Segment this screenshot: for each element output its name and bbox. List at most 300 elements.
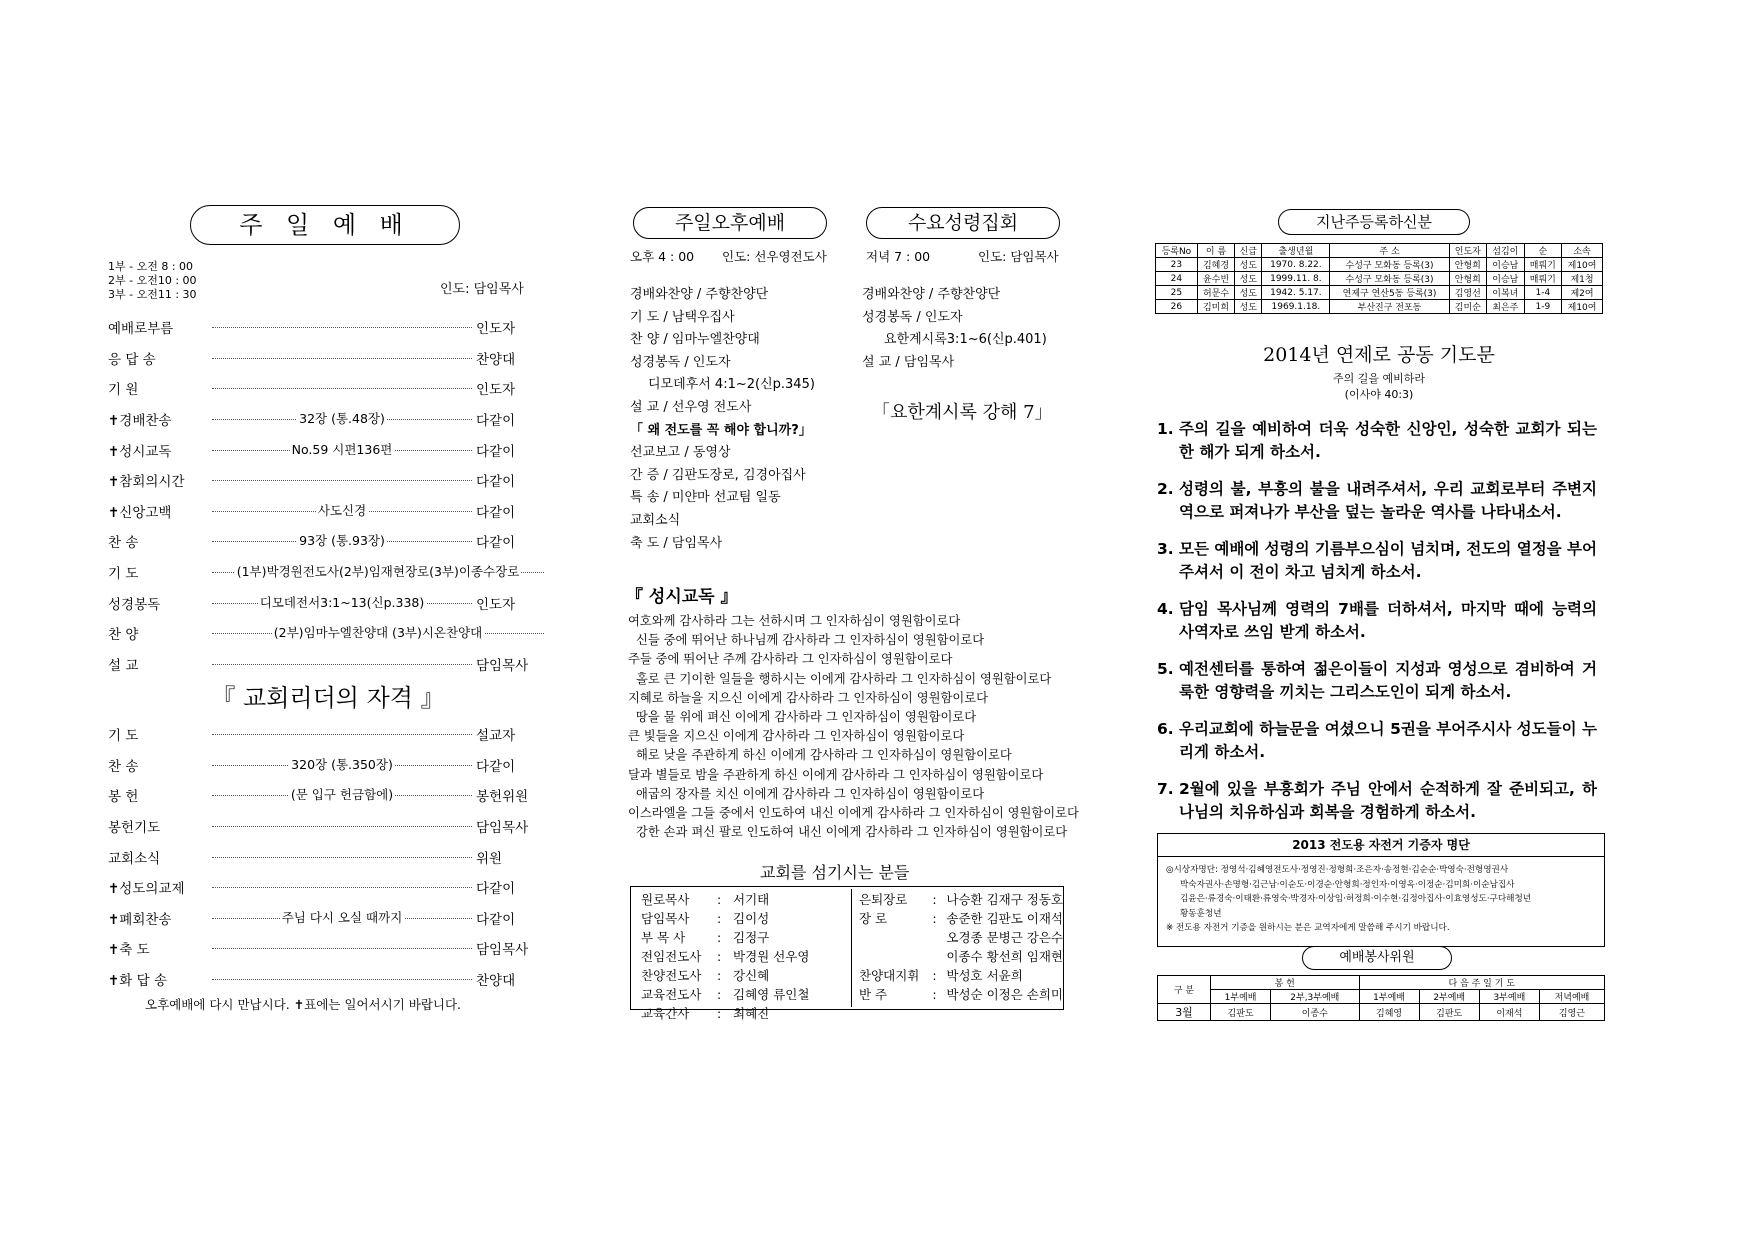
- order-item: [108, 872, 548, 903]
- order-item: [108, 526, 548, 557]
- registrants-row: [1156, 258, 1603, 272]
- litany-line: 지혜로 하늘을 지으신 이에게 감사하라 그 인자하심이 영원함이로다: [628, 690, 988, 705]
- order-item: [108, 964, 548, 995]
- sunday-leader: 인도: 담임목사: [440, 282, 524, 297]
- staff-sep: :: [932, 987, 937, 1002]
- staff-sep: :: [717, 911, 722, 926]
- bicycle-line: 박숙자권사·손명형·김근남·이순도·이경순·안형희·정인자·이영옥·이정순·김미희·이순남집사: [1180, 879, 1515, 890]
- service-value: 김판도: [1211, 1004, 1271, 1021]
- staff-row: [641, 890, 809, 909]
- service-value: 이재석: [1479, 1004, 1539, 1021]
- litany-line: 이스라엘을 그들 중에서 인도하여 내신 이에게 감사하라 그 인자하심이 영원함이로다: [628, 805, 1079, 820]
- staff-names: 나승환 김재구 정동호: [946, 892, 1063, 907]
- registrants-cell: 성도: [1235, 272, 1262, 286]
- leader-dots: [212, 502, 472, 518]
- service-h2: 3부예배: [1479, 990, 1539, 1004]
- litany-title: 『 성시교독 』: [626, 587, 738, 607]
- order-person: 다같이: [476, 504, 516, 521]
- order-person: 위원: [476, 850, 503, 867]
- registrants-cell: 제1청: [1562, 272, 1603, 286]
- service-h2: 저녁예배: [1539, 990, 1604, 1004]
- order-item: [108, 434, 548, 465]
- order-label: 성경봉독: [108, 596, 161, 613]
- registrants-header-cell: 출생년월: [1262, 244, 1330, 258]
- prayer-item: [1157, 538, 1597, 584]
- leader-dots: [212, 756, 472, 772]
- order-detail: 93장 (통.93장): [299, 533, 385, 549]
- service-value: 이종수: [1271, 1004, 1359, 1021]
- staff-title: 교회를 섬기시는 분들: [760, 863, 910, 882]
- registrants-cell: 김혜경: [1197, 258, 1235, 272]
- registrants-cell: 1942. 5.17.: [1262, 286, 1330, 300]
- staff-sep: [932, 947, 946, 966]
- order-item: [108, 780, 548, 811]
- time-2: 2부 - 오전10 : 00: [108, 274, 197, 287]
- leader-dots: [212, 564, 544, 580]
- afternoon-row: 교회소식: [630, 512, 681, 528]
- wednesday-leader: 인도: 담임목사: [978, 249, 1059, 264]
- prayer-ref: (이사야 40:3): [1344, 388, 1414, 401]
- registrants-header: [1156, 244, 1603, 258]
- sunday-times: [108, 260, 197, 302]
- service-value: 김혜영: [1359, 1004, 1419, 1021]
- registrants-cell: 연제구 연산5동 등록(3): [1330, 286, 1449, 300]
- staff-role: 장 로: [859, 911, 888, 926]
- staff-role: 찬양대지휘: [859, 968, 920, 983]
- wednesday-row: 경배와찬양 / 주향찬양단: [862, 287, 1001, 302]
- litany-line: 달과 별들로 밤을 주관하게 하신 이에게 감사하라 그 인자하심이 영원함이로다: [628, 767, 1044, 782]
- service-month: 3월: [1158, 1004, 1211, 1021]
- leader-dots: [212, 856, 472, 858]
- staff-sep: :: [717, 930, 722, 945]
- order-label: ✝화 답 송: [108, 973, 168, 990]
- registrants-cell: 1970. 8.22.: [1262, 258, 1330, 272]
- wednesday-row: 성경봉독 / 인도자: [862, 309, 963, 325]
- order-item: [108, 719, 548, 750]
- wednesday-time: 저녁 7 : 00: [866, 249, 931, 264]
- prayer-number: 2.: [1157, 480, 1174, 498]
- leader-dots: [212, 947, 472, 949]
- prayer-number: 3.: [1157, 540, 1174, 558]
- prayer-text: 주의 길을 예비하여 더욱 성숙한 신앙인, 성숙한 교회가 되는 한 해가 되게 하소서.: [1179, 420, 1597, 461]
- prayer-text: 우리교회에 하늘문을 여셨으니 5권을 부어주시사 성도들이 누리게 하소서.: [1179, 720, 1597, 761]
- order-item: [108, 811, 548, 842]
- afternoon-row: 설 교 / 선우영 전도사: [630, 399, 752, 415]
- registrants-cell: 26: [1156, 300, 1198, 314]
- staff-row: [859, 928, 1063, 947]
- time-1: 1부 - 오전 8 : 00: [108, 260, 194, 273]
- leader-dots: [212, 387, 472, 389]
- order-label: 찬 송: [108, 758, 139, 775]
- staff-sep: :: [717, 949, 722, 964]
- order-detail: (2부)임마누엘찬양대 (3부)시온찬양대: [273, 625, 483, 641]
- wednesday-row: 설 교 / 담임목사: [862, 354, 955, 370]
- staff-sep: :: [932, 911, 937, 926]
- registrants-cell: 부산진구 전포동: [1330, 300, 1449, 314]
- order-person: 인도자: [476, 382, 516, 399]
- prayer-text: 예전센터를 통하여 젊은이들이 지성과 영성으로 겸비하여 거룩한 영향력을 끼치는 그리스도인이 되게 하소서.: [1179, 660, 1597, 701]
- registrants-cell: 24: [1156, 272, 1198, 286]
- prayer-list: [1157, 418, 1597, 838]
- staff-role: 찬양전도사: [641, 968, 702, 983]
- registrants-cell: 매뤄기: [1524, 272, 1562, 286]
- afternoon-row: 성경봉독 / 인도자: [630, 354, 731, 370]
- staff-names: 박성순 이정은 손희미: [946, 987, 1063, 1002]
- leader-dots: [212, 733, 472, 735]
- sunday-order: [108, 312, 548, 679]
- staff-row: [859, 966, 1063, 985]
- order-person: 다같이: [476, 758, 516, 775]
- prayer-number: 6.: [1157, 720, 1174, 738]
- registrants-cell: 최은주: [1487, 300, 1525, 314]
- litany-line: 땅을 물 위에 펴신 이에게 감사하라 그 인자하심이 영원함이로다: [636, 709, 977, 724]
- leader-dots: [212, 326, 472, 328]
- leader-dots: [212, 625, 544, 641]
- prayer-item: [1157, 658, 1597, 704]
- staff-box: [630, 886, 1064, 1021]
- staff-row: [641, 1004, 809, 1023]
- leader-dots: [212, 978, 472, 980]
- litany-line: 여호와께 감사하라 그는 선하시며 그 인자하심이 영원함이로다: [628, 614, 961, 628]
- litany-line: 신들 중에 뛰어난 하나님께 감사하라 그 인자하심이 영원함이로다: [636, 633, 985, 648]
- registrants-table: [1155, 243, 1603, 314]
- staff-names: 서기태: [733, 892, 770, 907]
- afternoon-row: 선교보고 / 동영상: [630, 445, 731, 461]
- order-person: 다같이: [476, 443, 516, 460]
- registrants-cell: 윤수빈: [1197, 272, 1235, 286]
- order-detail: 디모데전서3:1~13(신p.338): [259, 594, 425, 610]
- wednesday-title: 수요성령집회: [866, 207, 1060, 239]
- order-label: 기 원: [108, 382, 139, 399]
- service-h2: 1부예배: [1211, 990, 1271, 1004]
- wednesday-sermon: 「요한계시록 강해 7」: [872, 402, 1053, 423]
- service-title: 예배봉사위원: [1302, 946, 1452, 970]
- leader-dots: [212, 909, 472, 925]
- registrants-cell: 김미희: [1197, 300, 1235, 314]
- service-table: [1157, 975, 1605, 1021]
- order-label: 응 답 송: [108, 351, 156, 368]
- afternoon-row: 기 도 / 남택우집사: [630, 309, 735, 325]
- staff-right: [859, 890, 1063, 1004]
- service-h-prayer: 다 음 주 일 기 도: [1359, 976, 1604, 990]
- staff-names: 김혜영 류인철: [733, 987, 810, 1002]
- order-detail: 320장 (통.350장): [291, 756, 393, 772]
- order-person: 다같이: [476, 535, 516, 552]
- staff-names: 최혜진: [733, 1006, 770, 1021]
- staff-sep: :: [717, 968, 722, 983]
- order-item: [108, 312, 548, 343]
- registrants-cell: 안형희: [1449, 258, 1487, 272]
- registrants-header-cell: 등록No: [1156, 244, 1198, 258]
- leader-dots: [212, 357, 472, 359]
- order-person: 다같이: [476, 474, 516, 491]
- staff-names: 김정구: [733, 930, 770, 945]
- leader-dots: [212, 411, 472, 427]
- leader-dots: [212, 787, 472, 803]
- afternoon-row: 디모데후서 4:1~2(신p.345): [648, 377, 815, 393]
- prayer-text: 모든 예배에 성령의 기름부으심이 넘치며, 전도의 열정을 부어주셔서 이 전이 차고 넘치게 하소서.: [1179, 540, 1597, 581]
- order-label: 기 도: [108, 728, 139, 745]
- registrants-cell: 수성구 모화동 등록(3): [1330, 272, 1449, 286]
- litany-line: 큰 빛들을 지으신 이에게 감사하라 그 인자하심이 영원함이로다: [628, 729, 965, 744]
- staff-role: 교육전도사: [641, 987, 702, 1002]
- prayer-item: [1157, 718, 1597, 764]
- afternoon-row: 간 증 / 김판도장로, 김경아집사: [630, 467, 806, 483]
- staff-row: [641, 985, 809, 1004]
- order-item: [108, 750, 548, 781]
- order-label: 찬 양: [108, 627, 139, 644]
- registrants-header-cell: 섬김이: [1487, 244, 1525, 258]
- order-person: 다같이: [476, 911, 516, 928]
- order-item: [108, 465, 548, 496]
- afternoon-time: 오후 4 : 00: [630, 249, 695, 264]
- staff-row: [859, 890, 1063, 909]
- wednesday-rows: [862, 284, 1047, 374]
- staff-names: 이종수 황선희 임재현: [946, 949, 1063, 964]
- order-label: ✝신앙고백: [108, 504, 172, 521]
- service-h-gubun: 구 분: [1158, 976, 1211, 1004]
- leader-dots: [212, 594, 472, 610]
- staff-role: 부 목 사: [641, 930, 686, 945]
- prayer-text: 2월에 있을 부흥회가 주님 안에서 순적하게 잘 준비되고, 하나님의 치유하심과 회복을 경험하게 하소서.: [1179, 780, 1597, 821]
- afternoon-row: 경배와찬양 / 주향찬양단: [630, 287, 769, 302]
- registrants-row: [1156, 286, 1603, 300]
- order-item: [108, 903, 548, 934]
- order-detail: 주님 다시 오실 때까지: [281, 909, 403, 925]
- order-label: ✝경배찬송: [108, 413, 172, 430]
- litany-line: 강한 손과 펴신 팔로 인도하여 내신 이에게 감사하라 그 인자하심이 영원함이로다: [636, 825, 1068, 840]
- registrants-cell: 허문수: [1197, 286, 1235, 300]
- staff-sep: :: [932, 968, 937, 983]
- leader-dots: [212, 886, 472, 888]
- order-person: 인도자: [476, 596, 516, 613]
- staff-role: 교육간사: [641, 1006, 690, 1021]
- afternoon-row: 축 도 / 담임목사: [630, 535, 723, 551]
- service-value: 김영근: [1539, 1004, 1604, 1021]
- sunday-footer: 오후예배에 다시 만납시다. ✝표에는 일어서시기 바랍니다.: [145, 997, 462, 1012]
- order-label: 봉 헌: [108, 789, 139, 806]
- staff-names: 박성호 서윤희: [946, 968, 1023, 983]
- staff-row: [641, 966, 809, 985]
- order-label: ✝폐회찬송: [108, 911, 172, 928]
- registrants-cell: 성도: [1235, 258, 1262, 272]
- registrants-header-cell: 주 소: [1330, 244, 1449, 258]
- order-item: [108, 587, 548, 618]
- order-item: [108, 841, 548, 872]
- order-person: 인도자: [476, 321, 516, 338]
- staff-row: [641, 928, 809, 947]
- afternoon-sermon: 「 왜 전도를 꼭 해야 합니까?」: [630, 422, 812, 438]
- registrants-header-cell: 이 름: [1197, 244, 1235, 258]
- registrants-cell: 김영선: [1449, 286, 1487, 300]
- bicycle-line: ◎시상자명단: 정영석·김혜영전도사·정영진·정형희·조은자·송정현·김순순·박영숙·전형영권사: [1166, 865, 1509, 875]
- afternoon-leader: 인도: 선우영전도사: [722, 249, 827, 264]
- service-h-offering: 봉 헌: [1211, 976, 1360, 990]
- prayer-item: [1157, 418, 1597, 464]
- registrants-cell: 23: [1156, 258, 1198, 272]
- order-person: 담임목사: [476, 820, 529, 837]
- registrants-cell: 성도: [1235, 300, 1262, 314]
- leader-dots: [212, 441, 472, 457]
- leader-dots: [212, 479, 472, 481]
- prayer-subtitle: 주의 길을 예비하라: [1332, 372, 1425, 385]
- time-3: 3부 - 오전11 : 30: [108, 288, 197, 301]
- order-label: ✝성시교독: [108, 443, 172, 460]
- staff-sep: :: [717, 1006, 722, 1021]
- prayer-item: [1157, 778, 1597, 824]
- order-item: [108, 373, 548, 404]
- prayer-text: 담임 목사님께 영력의 7배를 더하셔서, 마지막 때에 능력의 사역자로 쓰임 받게 하소서.: [1179, 600, 1597, 641]
- staff-role: [859, 947, 932, 966]
- staff-role: 담임목사: [641, 911, 690, 926]
- registrants-row: [1156, 300, 1603, 314]
- registrants-cell: 성도: [1235, 286, 1262, 300]
- leader-dots: [212, 825, 472, 827]
- staff-names: 김이성: [733, 911, 770, 926]
- sunday-title: 주 일 예 배: [190, 205, 460, 245]
- staff-names: 송준한 김판도 이재석: [946, 911, 1063, 926]
- order-label: 기 도: [108, 566, 139, 583]
- litany-lines: [628, 612, 1079, 842]
- staff-role: 은퇴장로: [859, 892, 908, 907]
- order-person: 다같이: [476, 881, 516, 898]
- staff-row: [641, 947, 809, 966]
- registrants-cell: 제2여: [1562, 286, 1603, 300]
- order-person: 찬양대: [476, 351, 516, 368]
- registrants-cell: 제10여: [1562, 258, 1603, 272]
- order-person: 담임목사: [476, 657, 529, 674]
- bicycle-title: 2013 전도용 자전거 기증자 명단: [1158, 834, 1604, 857]
- registrants-cell: 1-9: [1524, 300, 1562, 314]
- registrants-header-cell: 신급: [1235, 244, 1262, 258]
- staff-sep: [932, 928, 946, 947]
- staff-left: [641, 890, 809, 1023]
- prayer-text: 성령의 불, 부흥의 불을 내려주셔서, 우리 교회로부터 주변지역으로 퍼져나가 부산을 덮는 놀라운 역사를 나타내소서.: [1179, 480, 1597, 521]
- staff-role: 원로목사: [641, 892, 690, 907]
- wednesday-row: 요한계시록3:1~6(신p.401): [884, 332, 1047, 348]
- order-detail: 32장 (통.48장): [299, 411, 385, 427]
- staff-role: 전임전도사: [641, 949, 702, 964]
- sermon-title: 『 교회리더의 자격 』: [211, 684, 445, 712]
- prayer-title: 2014년 연제로 공동 기도문: [1263, 344, 1495, 366]
- registrants-cell: 1969.1.18.: [1262, 300, 1330, 314]
- registrants-cell: 김미순: [1449, 300, 1487, 314]
- staff-names: 박경원 선우영: [733, 949, 810, 964]
- staff-row: [859, 909, 1063, 928]
- prayer-item: [1157, 598, 1597, 644]
- order-label: ✝성도의교제: [108, 881, 185, 898]
- order-item: [108, 649, 548, 680]
- service-h2: 2부예배: [1419, 990, 1479, 1004]
- prayer-number: 5.: [1157, 660, 1174, 678]
- afternoon-rows: [630, 284, 815, 555]
- leader-dots: [212, 663, 472, 665]
- registrants-cell: 이복녀: [1487, 286, 1525, 300]
- registrants-cell: 안형희: [1449, 272, 1487, 286]
- prayer-number: 4.: [1157, 600, 1174, 618]
- order-label: 교회소식: [108, 850, 161, 867]
- order-item: [108, 933, 548, 964]
- sunday-order-2: [108, 719, 548, 994]
- litany-line: 주들 중에 뛰어난 주께 감사하라 그 인자하심이 영원함이로다: [628, 652, 953, 667]
- prayer-number: 1.: [1157, 420, 1174, 438]
- registrants-cell: 이승남: [1487, 272, 1525, 286]
- staff-names: 오경종 문병근 강은수: [946, 930, 1063, 945]
- staff-sep: :: [717, 987, 722, 1002]
- afternoon-row: 특 송 / 미얀마 선교팀 일동: [630, 490, 781, 506]
- registrants-row: [1156, 272, 1603, 286]
- order-item: [108, 343, 548, 374]
- registrants-cell: 25: [1156, 286, 1198, 300]
- order-label: 찬 송: [108, 535, 139, 552]
- staff-role: [859, 928, 932, 947]
- order-person: 봉헌위원: [476, 789, 529, 806]
- order-item: [108, 496, 548, 527]
- staff-row: [859, 947, 1063, 966]
- bicycle-line: 황동훈청년: [1180, 908, 1222, 919]
- order-item: [108, 618, 548, 649]
- order-item: [108, 557, 548, 588]
- order-detail: (문 입구 헌금함에): [290, 787, 394, 803]
- order-label: 설 교: [108, 657, 139, 674]
- registrants-header-cell: 인도자: [1449, 244, 1487, 258]
- staff-row: [641, 909, 809, 928]
- order-detail: 사도신경: [317, 502, 367, 518]
- afternoon-title: 주일오후예배: [633, 207, 827, 239]
- registrants-header-cell: 순: [1524, 244, 1562, 258]
- staff-sep: :: [717, 892, 722, 907]
- order-person: 설교자: [476, 728, 516, 745]
- order-detail: No.59 시편136편: [291, 441, 393, 457]
- staff-row: [859, 985, 1063, 1004]
- bicycle-lines: [1158, 857, 1604, 942]
- afternoon-row: 찬 양 / 임마누엘찬양대: [630, 332, 760, 348]
- litany-line: 해로 낮을 주관하게 하신 이에게 감사하라 그 인자하심이 영원함이로다: [636, 748, 1012, 763]
- bicycle-line: ※ 전도용 자전거 기증을 원하시는 분은 교역자에게 말씀해 주시기 바랍니다.: [1166, 923, 1450, 933]
- order-label: ✝참회의시간: [108, 474, 185, 491]
- registrants-header-cell: 소속: [1562, 244, 1603, 258]
- staff-sep: :: [932, 892, 937, 907]
- registrants-cell: 수성구 모화동 등록(3): [1330, 258, 1449, 272]
- service-h2: 1부예배: [1359, 990, 1419, 1004]
- registrants-cell: 제10여: [1562, 300, 1603, 314]
- staff-role: 반 주: [859, 987, 888, 1002]
- litany-line: 애굽의 장자를 치신 이에게 감사하라 그 인자하심이 영원함이로다: [636, 786, 985, 801]
- staff-divider: [851, 889, 852, 1007]
- order-label: 봉헌기도: [108, 820, 161, 837]
- order-detail: (1부)박경원전도사(2부)임재현장로(3부)이종수장로: [236, 564, 520, 580]
- bicycle-line: 김윤은·류경숙·이태환·류영숙·박경자·이상임·허정희·이수현·김정아집사·이효영성도·구다해청년: [1180, 894, 1532, 904]
- service-h2: 2부,3부예배: [1271, 990, 1359, 1004]
- registrants-title: 지난주등록하신분: [1278, 209, 1470, 235]
- litany-line: 홀로 큰 기이한 일들을 행하시는 이에게 감사하라 그 인자하심이 영원함이로다: [636, 671, 1052, 686]
- prayer-item: [1157, 478, 1597, 524]
- order-label: ✝축 도: [108, 942, 150, 959]
- registrants-cell: 이승남: [1487, 258, 1525, 272]
- service-value: 김판도: [1419, 1004, 1479, 1021]
- registrants-cell: 1999.11. 8.: [1262, 272, 1330, 286]
- bicycle-box: [1157, 833, 1605, 947]
- registrants-cell: 매뤄기: [1524, 258, 1562, 272]
- order-label: 예배로부름: [108, 321, 174, 338]
- order-person: 찬양대: [476, 973, 516, 990]
- registrants-cell: 1-4: [1524, 286, 1562, 300]
- order-person: 다같이: [476, 413, 516, 430]
- order-item: [108, 404, 548, 435]
- staff-names: 강신혜: [733, 968, 770, 983]
- leader-dots: [212, 533, 472, 549]
- order-person: 담임목사: [476, 942, 529, 959]
